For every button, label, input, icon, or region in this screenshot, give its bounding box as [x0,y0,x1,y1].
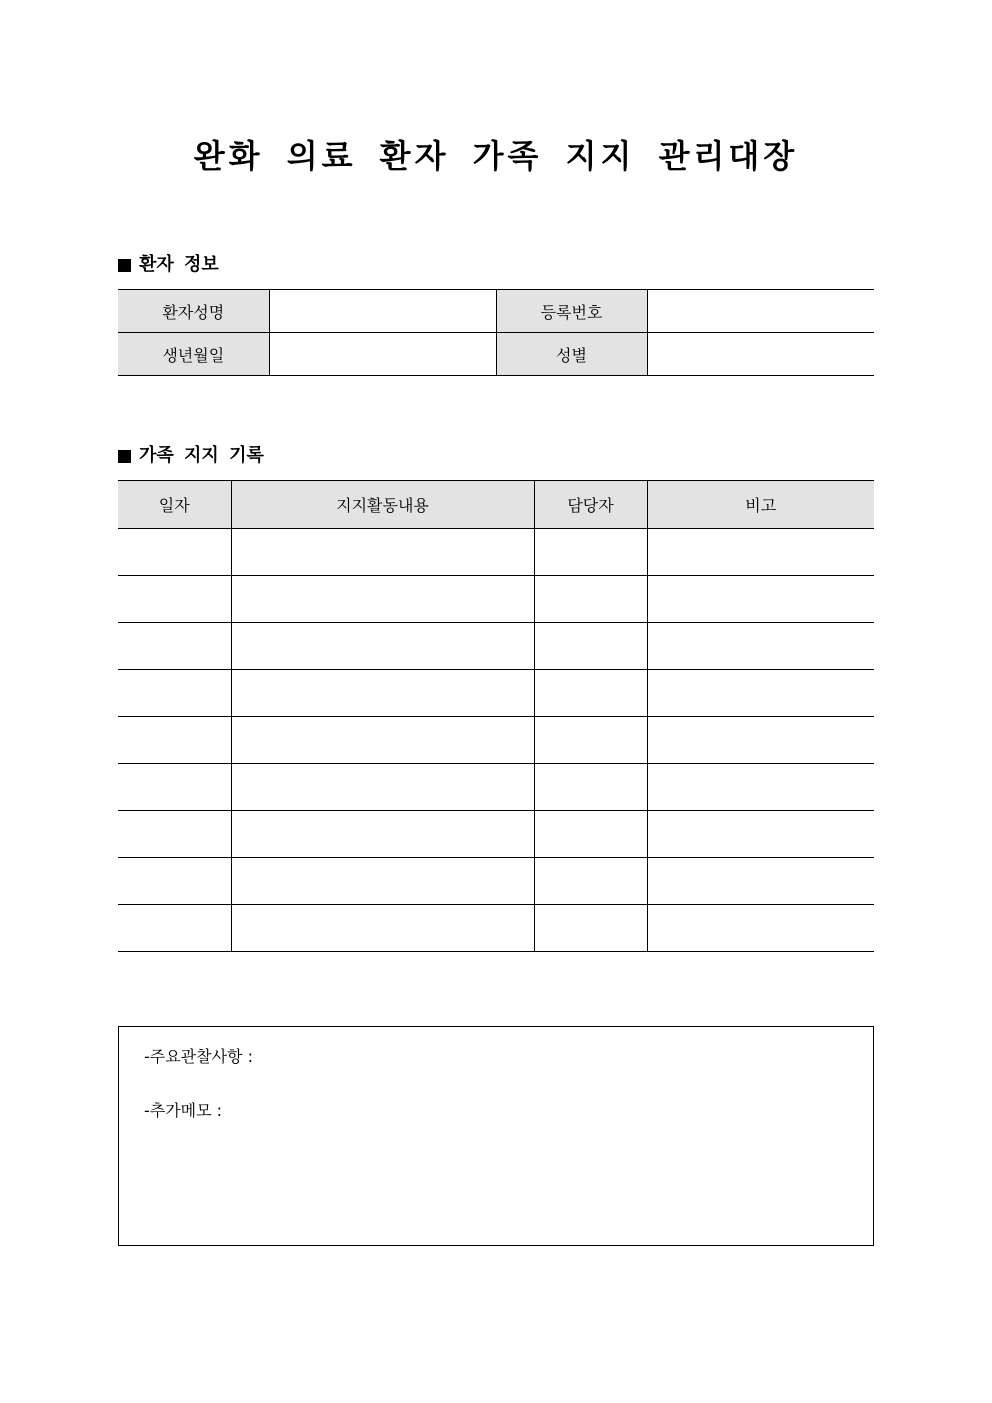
table-cell[interactable] [647,764,874,811]
family-support-heading-text: 가족 지지 기록 [139,445,264,466]
table-cell[interactable] [118,529,231,576]
table-row [118,764,874,811]
info-label-cell: 환자성명 [118,290,269,333]
table-cell[interactable] [534,811,647,858]
table-cell[interactable] [534,670,647,717]
table-cell[interactable] [118,576,231,623]
table-cell[interactable] [647,858,874,905]
table-cell[interactable] [647,717,874,764]
square-bullet-icon [118,450,131,463]
table-cell[interactable] [231,670,534,717]
memo-box[interactable] [118,1026,874,1246]
table-row [118,858,874,905]
table-cell[interactable] [231,576,534,623]
table-cell[interactable] [534,905,647,952]
info-value-cell[interactable] [269,333,496,376]
table-cell[interactable] [118,623,231,670]
table-cell[interactable] [118,905,231,952]
patient-info-table [118,289,874,376]
table-cell[interactable] [118,670,231,717]
table-row [118,529,874,576]
table-cell[interactable] [231,529,534,576]
family-support-table [118,480,874,952]
info-label-cell: 등록번호 [496,290,647,333]
table-cell[interactable] [647,905,874,952]
square-bullet-icon [118,259,131,272]
column-header: 담당자 [534,481,647,529]
table-row [118,670,874,717]
table-row [118,623,874,670]
table-cell[interactable] [231,811,534,858]
table-cell[interactable] [534,717,647,764]
family-support-heading [118,444,264,468]
table-cell[interactable] [118,858,231,905]
column-header: 비고 [647,481,874,529]
observations-label: -주요관찰사항 : [144,1047,253,1066]
table-cell[interactable] [231,623,534,670]
table-cell[interactable] [118,811,231,858]
table-cell[interactable] [647,811,874,858]
additional-memo-label: -추가메모 : [144,1101,223,1120]
table-cell[interactable] [534,529,647,576]
table-cell[interactable] [647,670,874,717]
table-cell[interactable] [534,576,647,623]
page-title: 완화 의료 환자 가족 지지 관리대장 [193,137,799,175]
table-cell[interactable] [647,576,874,623]
table-cell[interactable] [231,905,534,952]
table-cell[interactable] [118,764,231,811]
column-header: 지지활동내용 [231,481,534,529]
patient-info-heading-text: 환자 정보 [139,254,219,275]
table-row [118,576,874,623]
table-cell[interactable] [534,764,647,811]
table-cell[interactable] [647,623,874,670]
table-row [118,811,874,858]
table-cell[interactable] [118,717,231,764]
table-row [118,717,874,764]
table-cell[interactable] [647,529,874,576]
table-cell[interactable] [231,717,534,764]
info-value-cell[interactable] [647,333,874,376]
table-cell[interactable] [231,858,534,905]
column-header: 일자 [118,481,231,529]
info-label-cell: 생년월일 [118,333,269,376]
info-value-cell[interactable] [269,290,496,333]
table-cell[interactable] [231,764,534,811]
info-value-cell[interactable] [647,290,874,333]
table-row [118,905,874,952]
patient-info-heading [118,253,219,277]
patient-info-row [118,290,874,333]
table-cell[interactable] [534,858,647,905]
info-label-cell: 성별 [496,333,647,376]
patient-info-row [118,333,874,376]
table-cell[interactable] [534,623,647,670]
table-header-row [118,481,874,529]
